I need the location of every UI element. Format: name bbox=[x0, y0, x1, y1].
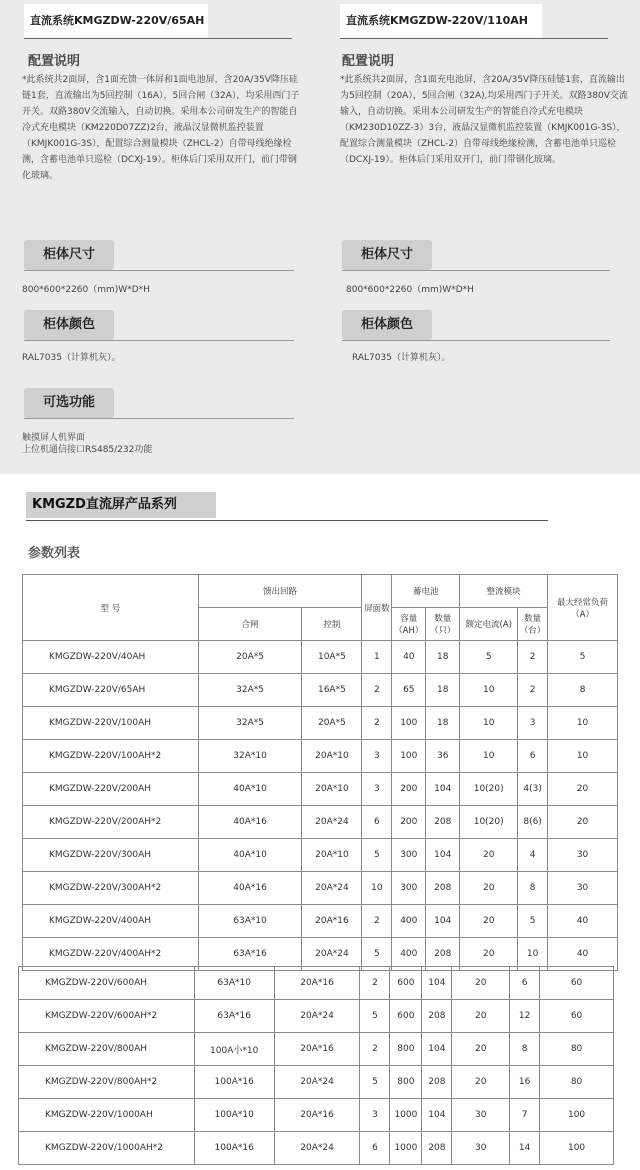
table-cell: 5 bbox=[362, 938, 392, 971]
table-cell: 65 bbox=[392, 674, 426, 707]
right-color-tab: 柜体颜色 bbox=[342, 310, 432, 340]
table-cell: KMGZDW-220V/1000AH bbox=[19, 1099, 195, 1132]
table-row bbox=[23, 641, 618, 674]
table-cell: 40A*10 bbox=[198, 839, 302, 872]
table-cell: 100A小*10 bbox=[194, 1033, 274, 1066]
parameter-table-body bbox=[23, 641, 618, 971]
table-cell: 40 bbox=[548, 938, 618, 971]
table-cell: 2 bbox=[362, 905, 392, 938]
table-cell: 100A*10 bbox=[194, 1099, 274, 1132]
table-cell: 208 bbox=[426, 938, 460, 971]
table-cell: 20 bbox=[452, 1066, 510, 1099]
table-cell: 63A*16 bbox=[194, 1000, 274, 1033]
table-cell: 3 bbox=[518, 707, 548, 740]
table-cell: 5 bbox=[460, 641, 518, 674]
right-size-divider bbox=[342, 270, 610, 271]
table-cell: 1 bbox=[362, 641, 392, 674]
table-cell: 40 bbox=[392, 641, 426, 674]
table-cell: 60 bbox=[540, 967, 614, 1000]
table-cell: 20A*24 bbox=[302, 806, 362, 839]
series-title: KMGZD直流屏产品系列 bbox=[26, 492, 216, 518]
table-cell: 104 bbox=[422, 1099, 452, 1132]
table-cell: 7 bbox=[510, 1099, 540, 1132]
table-cell: 40A*16 bbox=[198, 872, 302, 905]
table-row bbox=[23, 905, 618, 938]
table-cell: 20 bbox=[460, 938, 518, 971]
table-cell: 40A*16 bbox=[198, 806, 302, 839]
table-cell: 60 bbox=[540, 1000, 614, 1033]
table-cell: 2 bbox=[518, 641, 548, 674]
table-cell: 40A*10 bbox=[198, 773, 302, 806]
table-cell: 63A*16 bbox=[198, 938, 302, 971]
table-cell: 100 bbox=[392, 707, 426, 740]
spec-panel bbox=[0, 0, 640, 474]
table-row bbox=[19, 1099, 614, 1132]
table-cell: 20A*10 bbox=[302, 773, 362, 806]
table-cell: 104 bbox=[422, 1033, 452, 1066]
table-cell: 208 bbox=[422, 1132, 452, 1165]
table-cell: 800 bbox=[390, 1033, 422, 1066]
table-cell: 18 bbox=[426, 641, 460, 674]
table-cell: 63A*10 bbox=[198, 905, 302, 938]
table-cell: 20 bbox=[460, 872, 518, 905]
table-cell: 10 bbox=[460, 674, 518, 707]
table-cell: 20A*16 bbox=[274, 1099, 360, 1132]
table-cell: 20 bbox=[452, 1000, 510, 1033]
table-row bbox=[19, 1132, 614, 1165]
header-battery: 蓄电池 bbox=[392, 575, 460, 608]
right-color-divider bbox=[342, 340, 610, 341]
table-cell: 36 bbox=[426, 740, 460, 773]
header-feeder: 馈出回路 bbox=[198, 575, 362, 608]
table-row bbox=[19, 1033, 614, 1066]
table-cell: 208 bbox=[426, 872, 460, 905]
table-cell: 16 bbox=[510, 1066, 540, 1099]
table-cell: 63A*10 bbox=[194, 967, 274, 1000]
table-cell: 1000 bbox=[390, 1132, 422, 1165]
table-cell: 20A*10 bbox=[302, 839, 362, 872]
table-cell: 6 bbox=[362, 806, 392, 839]
table-cell: 20A*5 bbox=[198, 641, 302, 674]
table-cell: 20 bbox=[548, 806, 618, 839]
table-cell: 20A*5 bbox=[302, 707, 362, 740]
table-cell: 10(20) bbox=[460, 806, 518, 839]
table-cell: 5 bbox=[548, 641, 618, 674]
table-cell: 32A*10 bbox=[198, 740, 302, 773]
table-cell: 6 bbox=[518, 740, 548, 773]
header-rectifier-qty: 数量（台） bbox=[518, 608, 548, 641]
header-rated-current: 额定电流(A) bbox=[460, 608, 518, 641]
table-cell: 208 bbox=[422, 1066, 452, 1099]
table-cell: 30 bbox=[548, 839, 618, 872]
table-cell: 20A*24 bbox=[274, 1132, 360, 1165]
right-config-description: *此系统共2面屏，含1面充电池屏，含20A/35V降压硅链1套，直流输出为5回控制（20A），5回合闸（32A),均采用西门子开关。双路380V交流输入，自动切换。采用本公司研发生产的智能自冷式充电模块（KM230D10ZZ-3）3台，液晶汉显微机监控装置（KMJK001G-3S），配置综合测量模块（ZHCL-2）自带母线绝缘检测，含蓄电池单只巡检（DCXJ-19）。柜体后门采用双开门，前门带钢化玻璃。 bbox=[340, 75, 628, 165]
optional-item: 上位机通信接口RS485/232功能 bbox=[22, 445, 153, 455]
table-cell: 20A*16 bbox=[274, 967, 360, 1000]
param-heading: 参数列表 bbox=[28, 546, 81, 561]
parameter-table bbox=[22, 574, 618, 971]
table-cell: 32A*5 bbox=[198, 674, 302, 707]
table-cell: 6 bbox=[510, 967, 540, 1000]
table-row bbox=[19, 1000, 614, 1033]
table-cell: 10A*5 bbox=[302, 641, 362, 674]
table-row bbox=[23, 872, 618, 905]
table-cell: KMGZDW-220V/300AH*2 bbox=[23, 872, 199, 905]
table-cell: 208 bbox=[422, 1000, 452, 1033]
table-cell: KMGZDW-220V/200AH*2 bbox=[23, 806, 199, 839]
table-cell: KMGZDW-220V/600AH*2 bbox=[19, 1000, 195, 1033]
table-row bbox=[23, 740, 618, 773]
table-cell: 20A*16 bbox=[274, 1033, 360, 1066]
table-cell: 10 bbox=[362, 872, 392, 905]
left-config-description: *此系统共2面屏，含1面充馈一体屏和1面电池屏，含20A/35V降压硅链1套，直流输出为5回控制（16A），5回合闸（32A），均采用西门子开关。双路380V交流输入，自动切换。采用本公司研发生产的智能自冷式充电模块（KM220D07ZZ)2台，液晶汉显微机监控装置（KMJK001G-3S），配置综合测量模块（ZHCL-2）自带母线绝缘检测，含蓄电池单只巡检（DCXJ-19）。柜体后门采用双开门，前门带钢化玻璃。 bbox=[22, 75, 300, 181]
right-config-heading: 配置说明 bbox=[342, 54, 395, 69]
table-cell: 16A*5 bbox=[302, 674, 362, 707]
table-cell: 104 bbox=[426, 839, 460, 872]
table-row bbox=[19, 967, 614, 1000]
table-cell: 18 bbox=[426, 707, 460, 740]
table-cell: 104 bbox=[426, 773, 460, 806]
table-cell: 600 bbox=[390, 1000, 422, 1033]
table-cell: 20A*10 bbox=[302, 740, 362, 773]
table-cell: 104 bbox=[422, 967, 452, 1000]
table-row bbox=[23, 674, 618, 707]
table-cell: KMGZDW-220V/300AH bbox=[23, 839, 199, 872]
table-row bbox=[23, 839, 618, 872]
header-panels: 屏面数 bbox=[362, 575, 392, 641]
table-cell: 100 bbox=[392, 740, 426, 773]
table-cell: 3 bbox=[362, 773, 392, 806]
table-cell: KMGZDW-220V/65AH bbox=[23, 674, 199, 707]
table-cell: 100A*16 bbox=[194, 1132, 274, 1165]
table-cell: KMGZDW-220V/1000AH*2 bbox=[19, 1132, 195, 1165]
parameter-table-continued bbox=[18, 966, 614, 1165]
table-cell: 10 bbox=[518, 938, 548, 971]
table-cell: 208 bbox=[426, 806, 460, 839]
table-cell: 300 bbox=[392, 872, 426, 905]
header-control: 控制 bbox=[302, 608, 362, 641]
table-cell: 4(3) bbox=[518, 773, 548, 806]
table-cell: 18 bbox=[426, 674, 460, 707]
table-cell: 300 bbox=[392, 839, 426, 872]
table-cell: 20 bbox=[460, 905, 518, 938]
table-cell: 20A*24 bbox=[274, 1066, 360, 1099]
table-cell: 5 bbox=[518, 905, 548, 938]
right-size-value: 800*600*2260（mm)W*D*H bbox=[346, 285, 474, 295]
table-cell: 20A*16 bbox=[302, 905, 362, 938]
left-title-divider bbox=[24, 38, 292, 39]
table-cell: KMGZDW-220V/600AH bbox=[19, 967, 195, 1000]
table-row bbox=[19, 1066, 614, 1099]
right-color-value: RAL7035（计算机灰）。 bbox=[352, 353, 451, 363]
header-rectifier: 整流模块 bbox=[460, 575, 548, 608]
left-system-title: 直流系统KMGZDW-220V/65AH bbox=[24, 4, 208, 38]
right-title-divider bbox=[340, 38, 608, 39]
table-cell: 8 bbox=[518, 872, 548, 905]
table-cell: 20 bbox=[452, 967, 510, 1000]
table-cell: 2 bbox=[518, 674, 548, 707]
header-model: 型 号 bbox=[23, 575, 199, 641]
table-cell: 20 bbox=[452, 1033, 510, 1066]
left-optional-tab: 可选功能 bbox=[24, 388, 114, 418]
header-battery-qty: 数量（只） bbox=[426, 608, 460, 641]
table-cell: 32A*5 bbox=[198, 707, 302, 740]
table-cell: 80 bbox=[540, 1033, 614, 1066]
table-cell: 800 bbox=[390, 1066, 422, 1099]
left-color-divider bbox=[24, 340, 294, 341]
table-cell: KMGZDW-220V/800AH bbox=[19, 1033, 195, 1066]
table-cell: 5 bbox=[360, 1066, 390, 1099]
table-cell: 30 bbox=[452, 1099, 510, 1132]
table-cell: 4 bbox=[518, 839, 548, 872]
table-cell: KMGZDW-220V/100AH bbox=[23, 707, 199, 740]
right-system-title: 直流系统KMGZDW-220V/110AH bbox=[340, 4, 542, 38]
left-size-divider bbox=[24, 270, 294, 271]
table-cell: 30 bbox=[548, 872, 618, 905]
table-cell: 100A*16 bbox=[194, 1066, 274, 1099]
table-cell: 3 bbox=[362, 740, 392, 773]
table-cell: 10 bbox=[460, 740, 518, 773]
table-cell: 104 bbox=[426, 905, 460, 938]
table-cell: 2 bbox=[360, 1033, 390, 1066]
table-cell: 1000 bbox=[390, 1099, 422, 1132]
left-color-tab: 柜体颜色 bbox=[24, 310, 114, 340]
series-title-divider bbox=[26, 520, 548, 521]
header-close: 合闸 bbox=[198, 608, 302, 641]
table-cell: 20A*24 bbox=[302, 872, 362, 905]
table-cell: 80 bbox=[540, 1066, 614, 1099]
parameter-table-continued-body bbox=[19, 967, 614, 1165]
table-cell: 2 bbox=[362, 707, 392, 740]
table-cell: 8 bbox=[510, 1033, 540, 1066]
table-cell: 12 bbox=[510, 1000, 540, 1033]
table-cell: 6 bbox=[360, 1132, 390, 1165]
table-cell: 14 bbox=[510, 1132, 540, 1165]
table-cell: 400 bbox=[392, 938, 426, 971]
left-size-value: 800*600*2260（mm)W*D*H bbox=[22, 285, 150, 295]
left-color-value: RAL7035（计算机灰）。 bbox=[22, 353, 121, 363]
table-cell: 100 bbox=[540, 1099, 614, 1132]
table-cell: 400 bbox=[392, 905, 426, 938]
optional-item: 触摸屏人机界面 bbox=[22, 433, 86, 443]
table-cell: 200 bbox=[392, 806, 426, 839]
table-cell: 2 bbox=[360, 967, 390, 1000]
right-size-tab: 柜体尺寸 bbox=[342, 240, 432, 270]
header-max-load: 最大经常负荷（A） bbox=[548, 575, 618, 641]
left-size-tab: 柜体尺寸 bbox=[24, 240, 114, 270]
left-optional-divider bbox=[24, 418, 294, 419]
table-row bbox=[23, 806, 618, 839]
table-row bbox=[23, 707, 618, 740]
table-cell: 30 bbox=[452, 1132, 510, 1165]
table-cell: KMGZDW-220V/800AH*2 bbox=[19, 1066, 195, 1099]
table-cell: 8 bbox=[548, 674, 618, 707]
table-cell: 10 bbox=[548, 707, 618, 740]
table-row bbox=[23, 773, 618, 806]
table-cell: KMGZDW-220V/100AH*2 bbox=[23, 740, 199, 773]
table-cell: KMGZDW-220V/400AH bbox=[23, 905, 199, 938]
table-cell: 200 bbox=[392, 773, 426, 806]
table-cell: 10 bbox=[548, 740, 618, 773]
table-cell: 10(20) bbox=[460, 773, 518, 806]
table-cell: 20 bbox=[460, 839, 518, 872]
table-cell: 600 bbox=[390, 967, 422, 1000]
table-cell: KMGZDW-220V/40AH bbox=[23, 641, 199, 674]
table-cell: 40 bbox=[548, 905, 618, 938]
table-cell: 5 bbox=[360, 1000, 390, 1033]
table-cell: 20A*24 bbox=[274, 1000, 360, 1033]
table-cell: 3 bbox=[360, 1099, 390, 1132]
table-cell: KMGZDW-220V/400AH*2 bbox=[23, 938, 199, 971]
table-cell: 20 bbox=[548, 773, 618, 806]
table-cell: 5 bbox=[362, 839, 392, 872]
header-capacity: 容量（AH） bbox=[392, 608, 426, 641]
table-cell: 8(6) bbox=[518, 806, 548, 839]
left-config-heading: 配置说明 bbox=[28, 54, 81, 69]
table-cell: 100 bbox=[540, 1132, 614, 1165]
table-cell: KMGZDW-220V/200AH bbox=[23, 773, 199, 806]
table-cell: 2 bbox=[362, 674, 392, 707]
table-cell: 20A*24 bbox=[302, 938, 362, 971]
table-cell: 10 bbox=[460, 707, 518, 740]
